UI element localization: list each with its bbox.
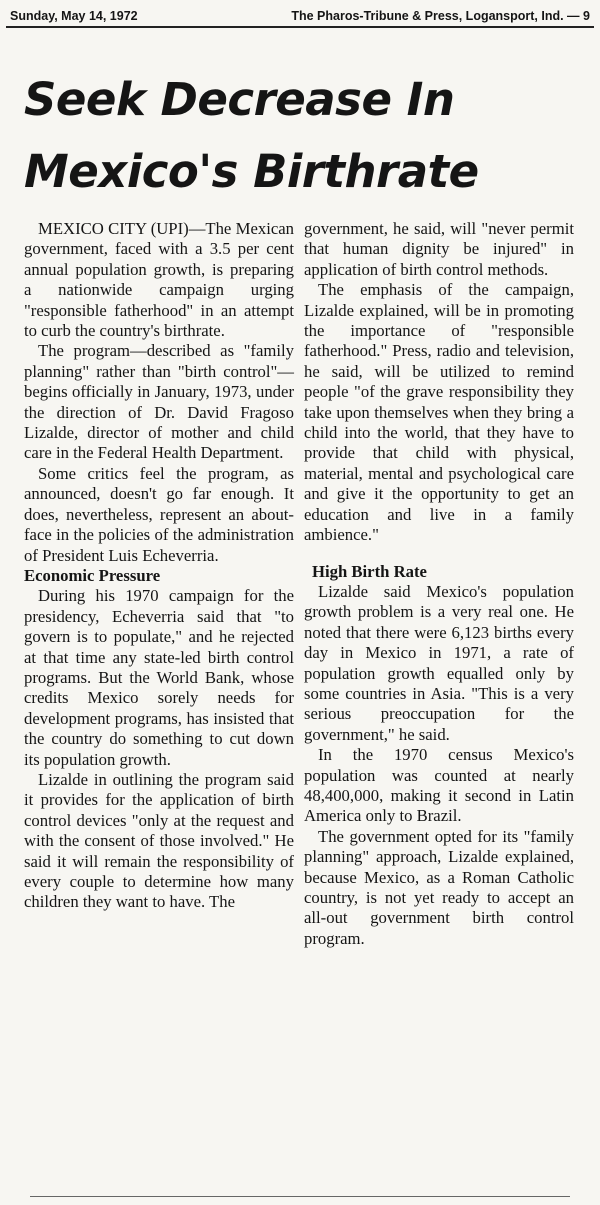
subheading-high-birth-rate: High Birth Rate <box>312 561 427 581</box>
article-column-right <box>304 219 574 949</box>
headline <box>24 64 584 208</box>
paragraph: Lizalde in outlining the program said it provides for the application of birth control devices "only at the request and with the consent of those involved." He said it will remain the responsibility of every couple to determine how many children they want to have. The <box>24 769 294 912</box>
paragraph: The emphasis of the campaign, Lizalde explained, will be in promoting the importance of "responsible fatherhood." Press, radio and television, he said, will be utilized to remind people "of the grave responsibility they take upon themselves when they bring a child into the world, that they have to provide that child with physical, material, mental and psychological care and give it the opportunity to get an education and live in a family ambience." <box>304 280 574 545</box>
paragraph: MEXICO CITY (UPI)—The Mexican government, faced with a 3.5 per cent annual population growth, is preparing a nationwide campaign urging "responsible fatherhood" in an attempt to curb the country's birthrate. <box>24 219 294 341</box>
headline-line-2: Mexico's Birthrate <box>24 145 479 198</box>
subheading-economic-pressure: Economic Pressure <box>24 565 161 585</box>
headline-line-1: Seek Decrease In <box>24 73 455 126</box>
masthead <box>6 2 594 30</box>
article-column-left <box>24 219 294 913</box>
bottom-rule <box>30 1196 570 1197</box>
publication-date: Sunday, May 14, 1972 <box>10 9 138 23</box>
masthead-rule <box>6 26 594 28</box>
paragraph: In the 1970 census Mexico's population was counted at nearly 48,400,000, making it second in Latin America only to Brazil. <box>304 745 574 826</box>
paragraph: Lizalde said Mexico's population growth problem is a very real one. He noted that there were 6,123 births every day in Mexico in 1971, a rate of population growth equalled only by some countries in Asia. "This is a very serious preoccupation for the government," he said. <box>304 581 574 744</box>
paragraph: During his 1970 campaign for the presidency, Echeverria said that "to govern is to populate," and he rejected at that time any state-led birth control programs. But the World Bank, whose credits Mexico sorely needs for development programs, has insisted that the country do something to cut down its population growth. <box>24 586 294 769</box>
paragraph: The government opted for its "family planning" approach, Lizalde explained, because Mexico, as a Roman Catholic country, is not yet ready to accept an all-out government birth control program. <box>304 826 574 948</box>
paragraph: The program—described as "family planning" rather than "birth control"—begins officially in January, 1973, under the direction of Dr. David Fragoso Lizalde, director of mother and child care in the Federal Health Department. <box>24 341 294 463</box>
paragraph: government, he said, will "never permit that human dignity be injured" in application of birth control methods. <box>304 219 574 279</box>
newspaper-name: The Pharos-Tribune & Press, Logansport, Ind. — 9 <box>291 9 590 23</box>
paragraph: Some critics feel the program, as announced, doesn't go far enough. It does, nevertheless, represent an about-face in the policies of the administration of President Luis Echeverria. <box>24 463 294 565</box>
